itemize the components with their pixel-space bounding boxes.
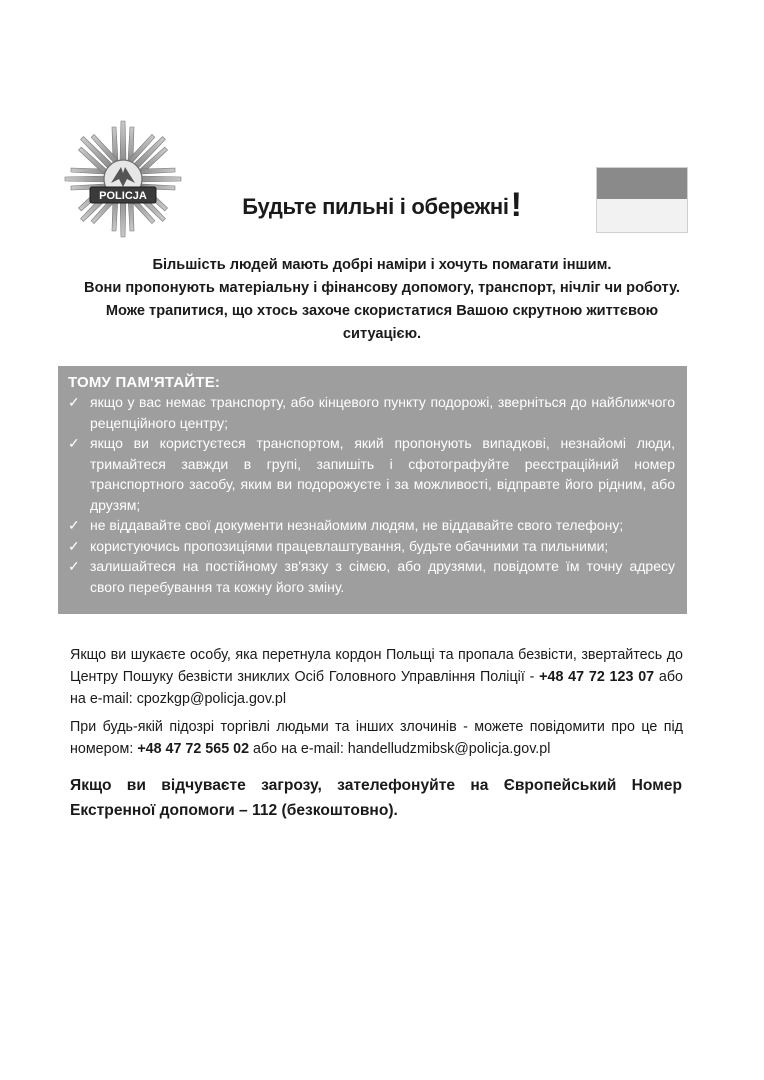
- intro-line: Може трапитися, що хтось захоче скористатися Вашою скрутною життєвою: [105, 303, 659, 319]
- remember-list: [68, 392, 675, 597]
- trafficking-email-prefix: або на e-mail:: [253, 741, 344, 757]
- list-item-text: якщо ви користуєтеся транспортом, який пропонують випадкові, незнайомі люди, тримайтеся завжди в групі, запишіть і сфотографуйте реєстраційний номер транспортного засобу, яким ви подорожуєте і за можливості, відправте його рідним, або друзям;: [90, 435, 675, 513]
- emergency-paragraph: [70, 773, 682, 823]
- intro-line: Вони пропонують матеріальну і фінансову допомогу, транспорт, нічліг чи роботу.: [84, 280, 680, 296]
- checkmark-icon: ✓: [68, 537, 80, 554]
- police-star-badge-icon: [58, 114, 188, 244]
- trafficking-email[interactable]: handelludzmibsk@policja.gov.pl: [347, 741, 551, 757]
- intro-paragraph: [70, 254, 694, 346]
- trafficking-paragraph: [70, 716, 683, 760]
- missing-person-text: Якщо ви шукаєте особу, яка перетнула кордон Польщі та пропала безвісти, звертайтесь до Центру Пошуку безвісти зниклих Осіб Головного Управління Поліції -: [70, 647, 683, 685]
- page-title: [140, 186, 624, 224]
- list-item-text: якщо у вас немає транспорту, або кінцевого пункту подорожі, зверніться до найближчого рецепційного центру;: [90, 394, 675, 431]
- logo-text: POLICJA: [99, 190, 147, 202]
- list-item-text: не віддавайте свої документи незнайомим людям, не віддавайте свого телефону;: [90, 517, 624, 533]
- emergency-text: Якщо ви відчуваєте загрозу, зателефонуйте на Європейський Номер Екстренної допомоги – 112 (безкоштовно).: [70, 777, 682, 819]
- list-item-text: залишайтеся на постійному зв'язку з сімєю, або друзями, повідомте їм точну адресу свого перебування та кожну його зміну.: [90, 558, 675, 595]
- intro-line: ситуацією.: [342, 326, 422, 342]
- intro-line: Більшість людей мають добрі наміри і хочуть помагати іншим.: [152, 257, 612, 273]
- checkmark-icon: ✓: [68, 517, 80, 533]
- remember-heading: ТОМУ ПАМ'ЯТАЙТЕ:: [68, 374, 221, 391]
- missing-person-paragraph: [70, 644, 683, 710]
- missing-person-phone[interactable]: +48 47 72 123 07: [539, 669, 655, 685]
- list-item: [68, 536, 675, 557]
- checkmark-icon: ✓: [68, 435, 80, 451]
- page-title-text: Будьте пильні і обережні: [242, 194, 509, 219]
- list-item: [68, 556, 675, 597]
- remember-box: [58, 366, 687, 614]
- list-item: [68, 515, 675, 536]
- list-item: [68, 433, 675, 515]
- list-item: [68, 392, 675, 433]
- checkmark-icon: ✓: [68, 558, 80, 574]
- page-title-punct: !: [510, 186, 522, 224]
- checkmark-icon: ✓: [68, 394, 80, 410]
- list-item-text: користуючись пропозиціями працевлаштування, будьте обачними та пильними;: [90, 537, 609, 554]
- police-logo: [58, 114, 188, 244]
- trafficking-phone[interactable]: +48 47 72 565 02: [137, 741, 250, 757]
- missing-person-email-prefix: або на e-mail:: [70, 669, 683, 707]
- missing-person-email[interactable]: cpozkgp@policja.gov.pl: [136, 691, 287, 707]
- trafficking-text: При будь-якій підозрі торгівлі людьми та інших злочинів - можете повідомити про це під номером:: [70, 719, 683, 757]
